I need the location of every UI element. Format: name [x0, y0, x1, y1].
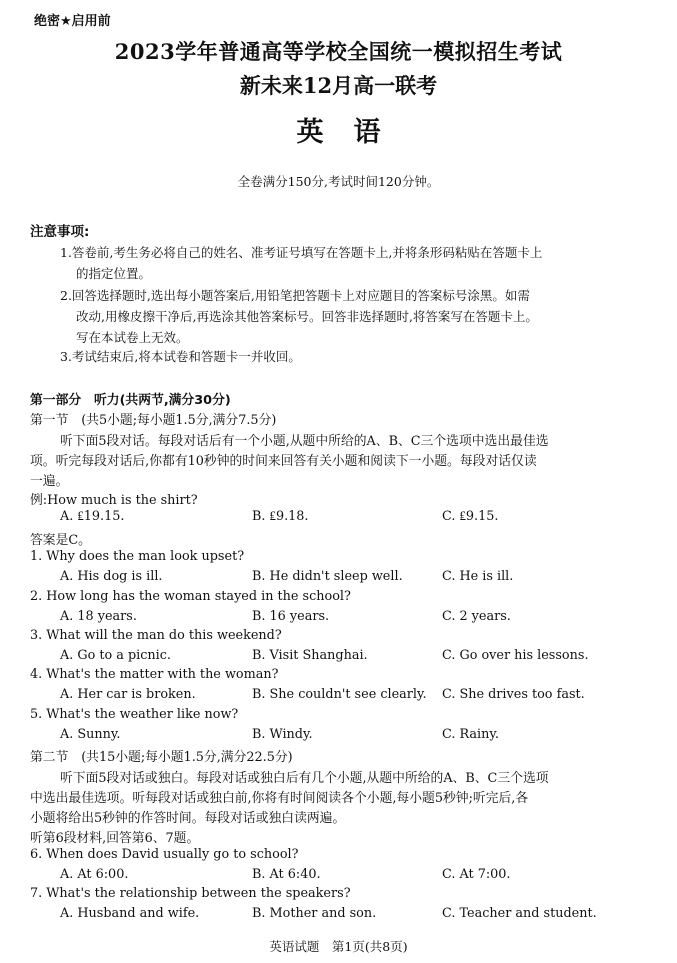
exam-title-line2: 新未来12月高一联考	[239, 73, 438, 98]
notice-line: 写在本试卷上无效。	[76, 330, 189, 345]
option-a: A. Her car is broken.	[60, 687, 196, 702]
example-option-b: B. ₤9.18.	[252, 509, 309, 524]
question-text: 2. How long has the woman stayed in the school?	[30, 589, 351, 604]
option-b: B. Visit Shanghai.	[252, 648, 368, 663]
option-b: B. She couldn't see clearly.	[252, 687, 427, 702]
notice-line: 3.考试结束后,将本试卷和答题卡一并收回。	[60, 349, 301, 364]
question-text: 5. What's the weather like now?	[30, 707, 239, 722]
material-note: 听第6段材料,回答第6、7题。	[30, 831, 200, 846]
option-b: B. Windy.	[252, 727, 313, 742]
section2-instruction: 小题将给出5秒钟的作答时间。每段对话或独白读两遍。	[30, 811, 346, 826]
notice-line: 2.回答选择题时,选出每小题答案后,用铅笔把答题卡上对应题目的答案标号涂黑。如需	[60, 288, 530, 303]
option-c: C. Rainy.	[442, 727, 499, 742]
part1-title: 第一部分 听力(共两节,满分30分)	[30, 393, 231, 408]
option-a: A. At 6:00.	[60, 867, 129, 882]
notice-line: 1.答卷前,考生务必将自己的姓名、准考证号填写在答题卡上,并将条形码粘贴在答题卡上	[60, 245, 543, 260]
section2-instruction: 中选出最佳选项。听每段对话或独白前,你将有时间阅读各个小题,每小题5秒钟;听完后,各	[30, 791, 529, 806]
question-text: 7. What's the relationship between the speakers?	[30, 886, 351, 901]
option-c: C. At 7:00.	[442, 867, 511, 882]
example-answer: 答案是C。	[30, 533, 91, 548]
section1-instruction: 项。听完每段对话后,你都有10秒钟的时间来回答有关小题和阅读下一小题。每段对话仅读	[30, 454, 537, 469]
option-b: B. At 6:40.	[252, 867, 321, 882]
option-c: C. She drives too fast.	[442, 687, 585, 702]
option-c: C. He is ill.	[442, 569, 514, 584]
example-option-c: C. ₤9.15.	[442, 509, 499, 524]
example-question: 例:How much is the shirt?	[30, 493, 198, 508]
option-a: A. Sunny.	[60, 727, 121, 742]
option-a: A. His dog is ill.	[60, 569, 163, 584]
option-a: A. Go to a picnic.	[60, 648, 172, 663]
section2-title: 第二节 (共15小题;每小题1.5分,满分22.5分)	[30, 750, 293, 765]
question-text: 1. Why does the man look upset?	[30, 549, 245, 564]
option-b: B. Mother and son.	[252, 906, 377, 921]
exam-title-line1: 2023学年普通高等学校全国统一模拟招生考试	[114, 39, 563, 64]
section2-instruction: 听下面5段对话或独白。每段对话或独白后有几个小题,从题中所给的A、B、C三个选项	[60, 771, 549, 786]
section1-instruction: 一遍。	[30, 474, 69, 489]
section1-title: 第一节 (共5小题;每小题1.5分,满分7.5分)	[30, 413, 277, 428]
option-c: C. Go over his lessons.	[442, 648, 589, 663]
notice-title: 注意事项:	[30, 224, 90, 240]
notice-line: 改动,用橡皮擦干净后,再选涂其他答案标号。回答非选择题时,将答案写在答题卡上。	[76, 309, 538, 324]
example-option-a: A. ₤19.15.	[60, 509, 125, 524]
section1-instruction: 听下面5段对话。每段对话后有一个小题,从题中所给的A、B、C三个选项中选出最佳选	[60, 434, 549, 449]
page-footer: 英语试题 第1页(共8页)	[269, 939, 408, 954]
option-a: A. Husband and wife.	[60, 906, 200, 921]
secret-label: 绝密★启用前	[34, 14, 111, 29]
subject-title: 英语	[296, 117, 411, 148]
score-info: 全卷满分150分,考试时间120分钟。	[237, 174, 440, 189]
notice-line: 的指定位置。	[76, 266, 152, 281]
option-b: B. 16 years.	[252, 609, 330, 624]
option-c: C. Teacher and student.	[442, 906, 597, 921]
question-text: 4. What's the matter with the woman?	[30, 667, 279, 682]
option-a: A. 18 years.	[60, 609, 137, 624]
option-c: C. 2 years.	[442, 609, 511, 624]
question-text: 6. When does David usually go to school?	[30, 847, 299, 862]
question-text: 3. What will the man do this weekend?	[30, 628, 282, 643]
option-b: B. He didn't sleep well.	[252, 569, 403, 584]
